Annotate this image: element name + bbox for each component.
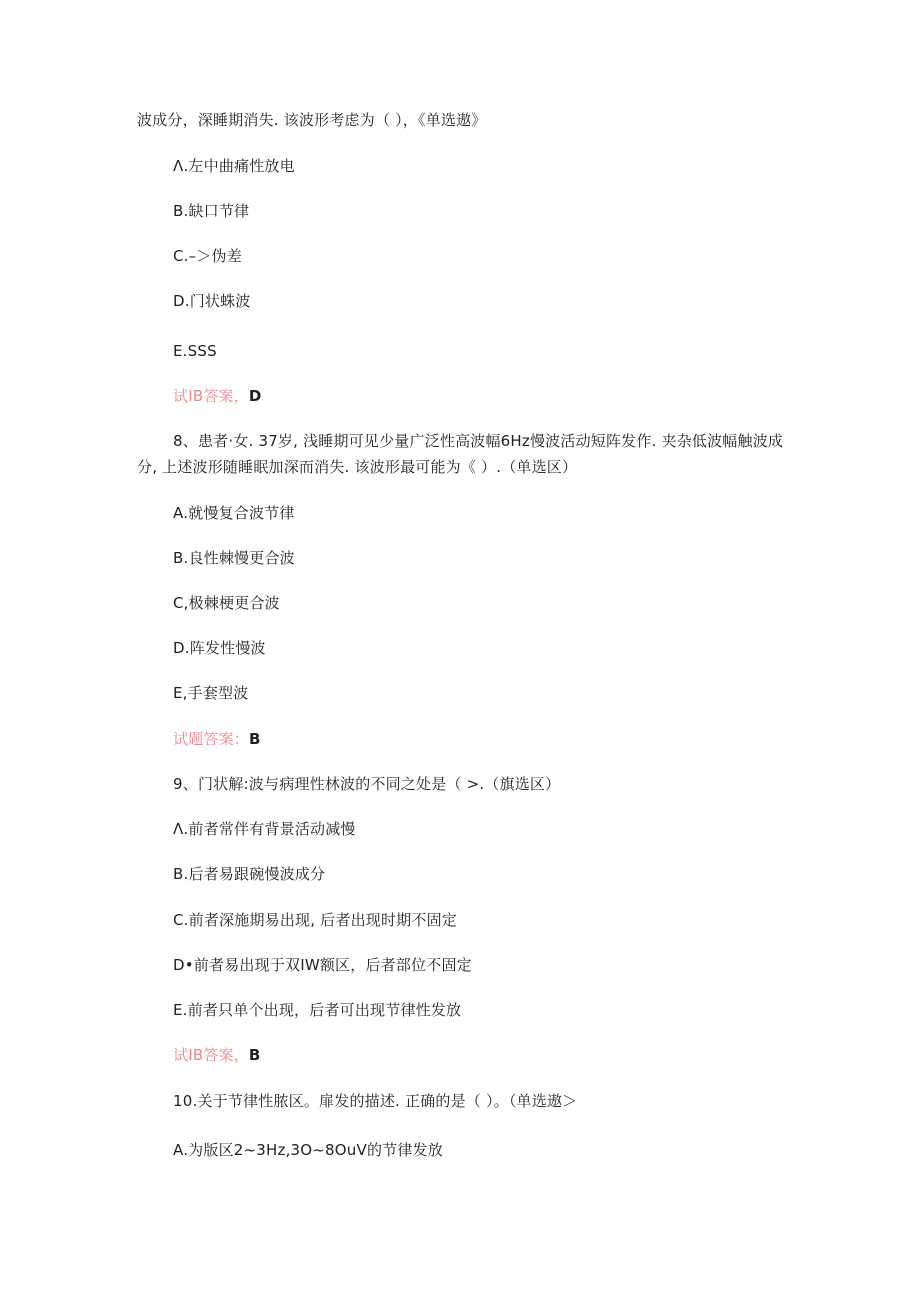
q7-answer-value: D: [248, 387, 262, 405]
q7-option-c: C.–＞伪差: [173, 247, 242, 265]
q7-answer-label: 试IB答案，: [173, 387, 249, 405]
q7-tail-text: 波成分，深睡期消失. 该波形考虑为（ ），《单选遨》: [137, 111, 487, 129]
q9-option-b: B.后者易跟碗慢波成分: [173, 865, 326, 883]
q9-option-a: Λ.前者常伴有背景活动减慢: [173, 820, 356, 838]
q10-question-text: 10.关于节律性脓区。扉发的描述. 正确的是（ ）。（单选遨＞: [173, 1092, 578, 1110]
q7-option-d: D.门状蛛波: [173, 292, 251, 310]
q8-option-e: E,手套型波: [173, 684, 249, 702]
q8-option-c: C,极棘梗更合波: [173, 594, 280, 612]
q8-answer: [173, 729, 261, 749]
q9-question-text: 9、门状解:波与病理性林波的不同之处是（ >.（旗选区）: [173, 775, 561, 793]
q8-answer-value: B: [249, 730, 261, 748]
q7-option-e: E.SSS: [173, 342, 217, 360]
q7-option-b: B.缺口节律: [173, 202, 250, 220]
q8-option-d: D.阵发性慢波: [173, 639, 266, 657]
q9-option-c: C.前者深施期易出现, 后者出现时期不固定: [173, 911, 457, 929]
q7-option-a: Λ.左中曲痛性放电: [173, 157, 295, 175]
q10-option-a: A.为版区2~3Hz,3O~8OuV的节律发放: [173, 1141, 443, 1159]
q9-answer-value: B: [248, 1046, 261, 1064]
q9-answer-label: 试IB答案，: [173, 1046, 249, 1064]
q8-answer-label: 试题答案：: [173, 730, 250, 748]
q8-option-b: B.良性棘慢更合波: [173, 549, 295, 567]
q7-answer: [173, 386, 262, 406]
q9-option-d: D•前者易出现于双IW额区，后者部位不固定: [173, 956, 472, 974]
q8-option-a: A.就慢复合波节律: [173, 504, 295, 522]
q9-answer: [173, 1045, 261, 1065]
q8-question-text: 8、患者·女. 37岁, 浅睡期可见少量广泛性高波幅6Hz慢波活动短阵发作. 夹杂低波幅触波成分, 上述波形随睡眠加深而消失. 该波形最可能为《 ）.（单选区）: [137, 432, 784, 476]
q9-option-e: E.前者只单个出现，后者可出现节律性发放: [173, 1001, 462, 1019]
